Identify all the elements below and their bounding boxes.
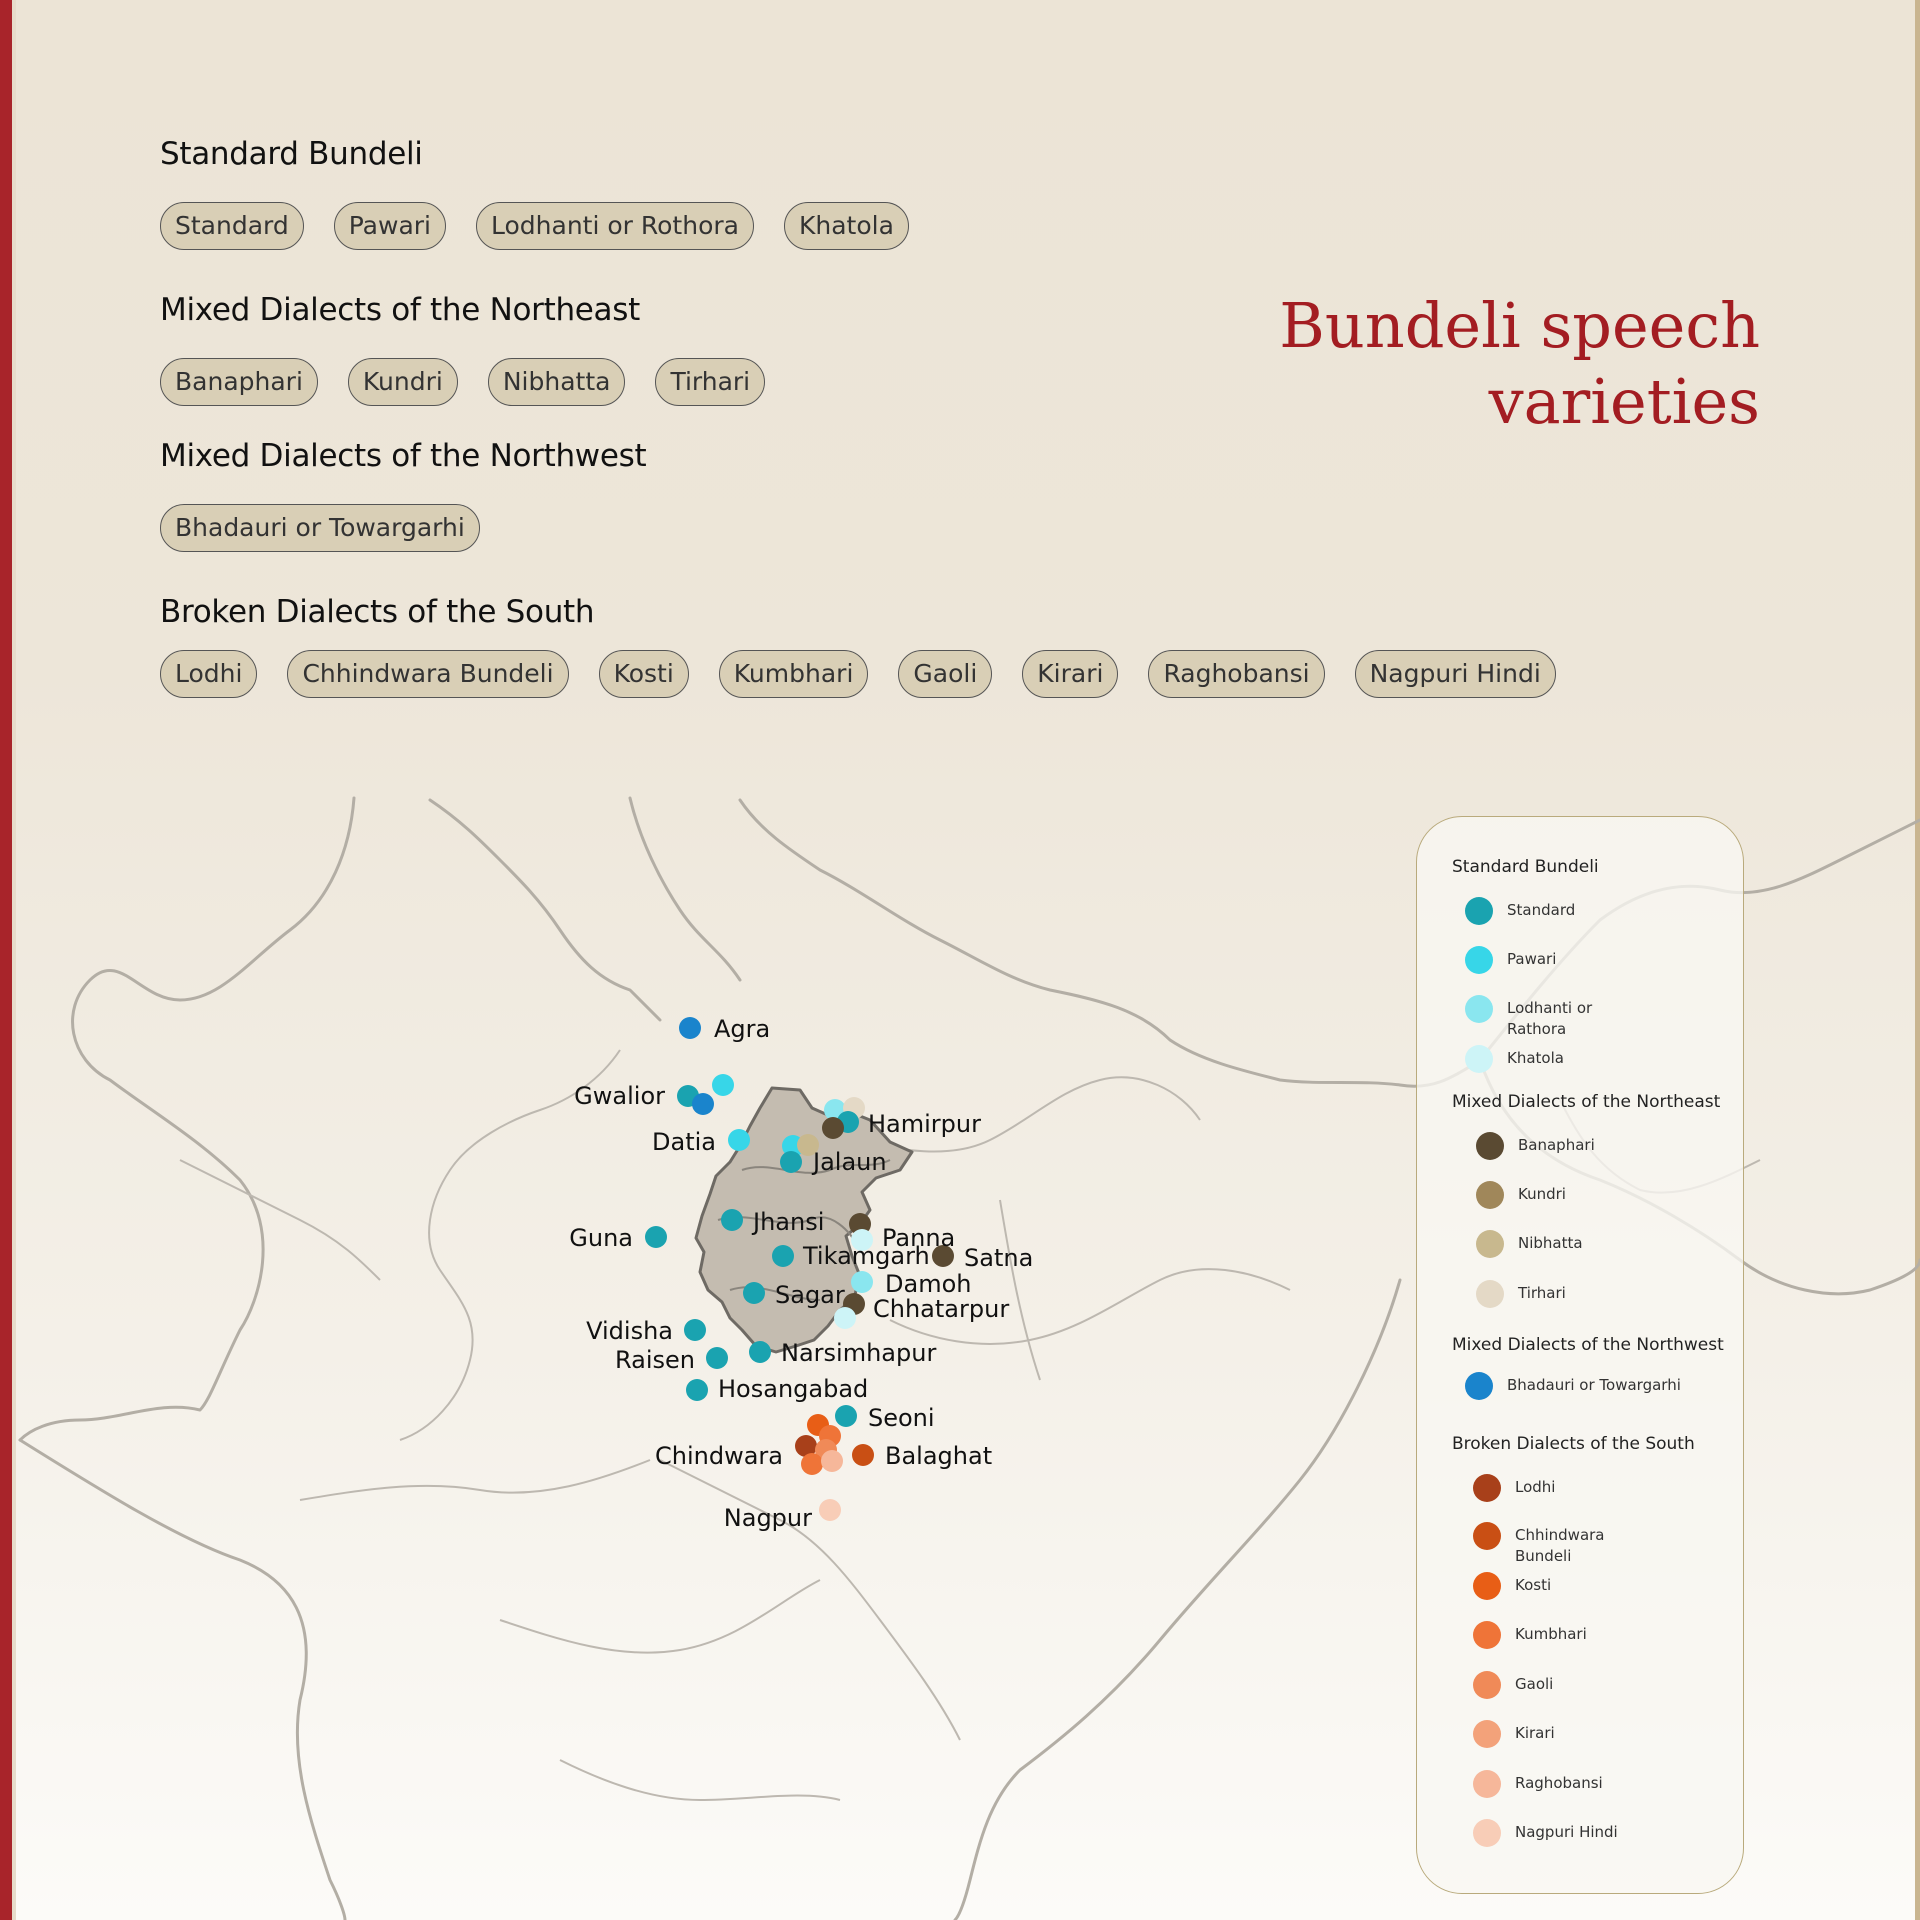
place-label: Sagar <box>775 1281 845 1309</box>
place-label: Guna <box>569 1224 633 1252</box>
dialect-chip[interactable]: Nagpuri Hindi <box>1355 650 1556 698</box>
state-border <box>180 1160 380 1280</box>
legend-label: Pawari <box>1507 950 1557 968</box>
place-label: Panna <box>882 1224 956 1252</box>
legend-label: Raghobansi <box>1515 1774 1603 1792</box>
border-north-mountains <box>430 800 660 1020</box>
legend-swatch <box>1465 1372 1493 1400</box>
legend-item[interactable] <box>1473 1621 1655 1649</box>
legend-label: Kumbhari <box>1515 1625 1587 1643</box>
legend-item[interactable] <box>1476 1132 1658 1160</box>
legend-group-heading: Standard Bundeli <box>1452 857 1599 877</box>
dialect-point[interactable] <box>834 1307 856 1329</box>
border-north-river <box>630 798 740 980</box>
group-chips <box>160 650 1556 698</box>
dialect-chip[interactable]: Lodhi <box>160 650 257 698</box>
legend-item[interactable] <box>1465 1372 1707 1400</box>
legend-item[interactable] <box>1473 1819 1655 1847</box>
legend-swatch <box>1473 1621 1501 1649</box>
place-label: Jhansi <box>753 1208 825 1236</box>
legend-label: Lodhanti or Rathora <box>1507 999 1593 1038</box>
legend-label: Gaoli <box>1515 1675 1554 1693</box>
dialect-point[interactable] <box>692 1093 714 1115</box>
place-label: Nagpur <box>723 1504 812 1532</box>
dialect-point[interactable] <box>822 1117 844 1139</box>
dialect-chip[interactable]: Kosti <box>599 650 689 698</box>
border-west-lower <box>20 1440 345 1920</box>
place-label: Jalaun <box>813 1148 887 1176</box>
legend-group-heading: Mixed Dialects of the Northwest <box>1452 1335 1724 1355</box>
dialect-chip[interactable]: Tirhari <box>655 358 765 406</box>
legend-item[interactable] <box>1473 1770 1655 1798</box>
group-heading: Standard Bundeli <box>160 136 423 172</box>
legend-swatch <box>1473 1819 1501 1847</box>
legend-item[interactable] <box>1473 1671 1655 1699</box>
legend-label: Bhadauri or Towargarhi <box>1507 1376 1681 1394</box>
legend-label: Nagpuri Hindi <box>1515 1823 1618 1841</box>
legend-label: Tirhari <box>1518 1284 1566 1302</box>
dialect-point[interactable] <box>684 1319 706 1341</box>
legend-swatch <box>1476 1181 1504 1209</box>
legend-swatch <box>1465 946 1493 974</box>
dialect-point[interactable] <box>852 1444 874 1466</box>
group-heading: Mixed Dialects of the Northeast <box>160 292 640 328</box>
legend <box>1416 816 1744 1894</box>
legend-swatch <box>1473 1522 1501 1550</box>
place-label: Datia <box>652 1128 716 1156</box>
dialect-point[interactable] <box>686 1379 708 1401</box>
legend-label: Kundri <box>1518 1185 1566 1203</box>
dialect-point[interactable] <box>851 1271 873 1293</box>
legend-item[interactable] <box>1473 1720 1655 1748</box>
border-east-coast <box>955 1280 1400 1920</box>
place-label: Damoh <box>885 1270 972 1298</box>
legend-label: Chhindwara Bundeli <box>1515 1526 1605 1565</box>
group-heading: Broken Dialects of the South <box>160 594 595 630</box>
legend-swatch <box>1473 1770 1501 1798</box>
page-title: Bundeli speech varieties <box>1279 289 1760 438</box>
legend-label: Standard <box>1507 901 1576 919</box>
dialect-point[interactable] <box>645 1226 667 1248</box>
group-chips <box>160 358 765 406</box>
legend-swatch <box>1476 1280 1504 1308</box>
legend-swatch <box>1465 897 1493 925</box>
dialect-chip[interactable]: Khatola <box>784 202 909 250</box>
legend-swatch <box>1476 1132 1504 1160</box>
legend-item[interactable] <box>1465 946 1647 974</box>
border-west-coast <box>20 798 354 1440</box>
legend-label: Lodhi <box>1515 1478 1556 1496</box>
state-border <box>500 1580 820 1653</box>
group-heading: Mixed Dialects of the Northwest <box>160 438 647 474</box>
dialect-point[interactable] <box>679 1017 701 1039</box>
legend-label: Kirari <box>1515 1724 1555 1742</box>
dialect-point[interactable] <box>780 1151 802 1173</box>
legend-item[interactable] <box>1473 1474 1655 1502</box>
legend-label: Khatola <box>1507 1049 1564 1067</box>
place-label: Vidisha <box>586 1317 673 1345</box>
border-himalaya <box>740 800 1480 1086</box>
legend-item[interactable] <box>1465 1045 1647 1073</box>
legend-item[interactable] <box>1465 995 1647 1040</box>
place-label: Hamirpur <box>868 1110 981 1138</box>
place-label: Chhatarpur <box>873 1295 1010 1323</box>
place-label: Raisen <box>614 1346 695 1374</box>
dialect-point[interactable] <box>835 1405 857 1427</box>
group-chips <box>160 504 480 552</box>
dialect-chip[interactable]: Lodhanti or Rothora <box>476 202 754 250</box>
dialect-chip[interactable]: Bhadauri or Towargarhi <box>160 504 480 552</box>
dialect-point[interactable] <box>772 1245 794 1267</box>
legend-swatch <box>1473 1671 1501 1699</box>
legend-item[interactable] <box>1476 1230 1658 1258</box>
dialect-point[interactable] <box>801 1453 823 1475</box>
state-border <box>1000 1200 1040 1380</box>
dialect-point[interactable] <box>821 1450 843 1472</box>
place-label: Seoni <box>868 1404 935 1432</box>
dialect-chip[interactable]: Kundri <box>348 358 458 406</box>
dialect-chip[interactable]: Kumbhari <box>719 650 869 698</box>
legend-item[interactable] <box>1476 1280 1658 1308</box>
legend-label: Nibhatta <box>1518 1234 1583 1252</box>
place-label: Narsimhapur <box>781 1339 937 1367</box>
state-border <box>560 1760 840 1800</box>
legend-group-heading: Mixed Dialects of the Northeast <box>1452 1092 1721 1112</box>
legend-swatch <box>1465 995 1493 1023</box>
legend-label: Banaphari <box>1518 1136 1595 1154</box>
legend-item[interactable] <box>1465 897 1647 925</box>
dialect-point[interactable] <box>706 1347 728 1369</box>
state-border <box>300 1460 650 1500</box>
dialect-chip[interactable]: Standard <box>160 202 304 250</box>
dialect-point[interactable] <box>712 1074 734 1096</box>
legend-swatch <box>1465 1045 1493 1073</box>
place-label: Agra <box>714 1015 771 1043</box>
place-label: Tikamgarh <box>803 1242 930 1270</box>
dialect-chip[interactable]: Chhindwara Bundeli <box>287 650 568 698</box>
dialect-chip[interactable]: Kirari <box>1022 650 1118 698</box>
place-label: Gwalior <box>574 1082 665 1110</box>
dialect-chip[interactable]: Gaoli <box>898 650 992 698</box>
place-label: Chindwara <box>655 1442 783 1470</box>
state-border <box>660 1460 960 1740</box>
dialect-chip[interactable]: Pawari <box>334 202 446 250</box>
dialect-point[interactable] <box>721 1209 743 1231</box>
place-label: Balaghat <box>885 1442 993 1470</box>
legend-swatch <box>1473 1474 1501 1502</box>
legend-label: Kosti <box>1515 1576 1552 1594</box>
group-chips <box>160 202 909 250</box>
dialect-point[interactable] <box>749 1341 771 1363</box>
legend-swatch <box>1473 1720 1501 1748</box>
place-label: Satna <box>964 1244 1034 1272</box>
dialect-chip[interactable]: Nibhatta <box>488 358 626 406</box>
dialect-point[interactable] <box>819 1499 841 1521</box>
dialect-point[interactable] <box>743 1282 765 1304</box>
dialect-chip[interactable]: Banaphari <box>160 358 318 406</box>
dialect-chip[interactable]: Raghobansi <box>1148 650 1324 698</box>
dialect-point[interactable] <box>728 1129 750 1151</box>
legend-item[interactable] <box>1473 1572 1655 1600</box>
legend-swatch <box>1476 1230 1504 1258</box>
place-label: Hosangabad <box>718 1375 869 1403</box>
legend-swatch <box>1473 1572 1501 1600</box>
legend-item[interactable] <box>1476 1181 1658 1209</box>
legend-item[interactable] <box>1473 1522 1615 1567</box>
legend-group-heading: Broken Dialects of the South <box>1452 1434 1695 1454</box>
